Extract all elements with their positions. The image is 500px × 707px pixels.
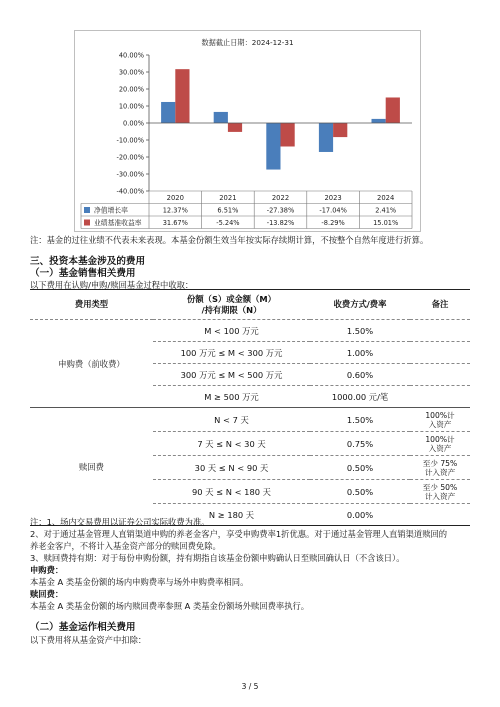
x-category-label: 2024: [377, 194, 395, 202]
fee-table-header-row: [30, 290, 470, 320]
bar-benchmark-2021: [228, 123, 242, 132]
redeem-remark: [410, 408, 470, 432]
operation-fees-intro: 以下费用将从基金资产中扣除：: [30, 635, 147, 645]
y-tick-label: 40.00%: [118, 51, 144, 60]
purchase-fee-label: 申购费（前收费）: [30, 320, 153, 408]
subsection-title-operation-fees: （二）基金运作相关费用: [30, 622, 136, 633]
subsection-title-sales-fees: （一）基金销售相关费用: [30, 268, 136, 279]
bar-nav-growth-2024: [371, 119, 385, 123]
header-rate: 收费方式/费率: [310, 290, 410, 320]
bar-nav-growth-2023: [319, 123, 333, 152]
purchase-fee-heading: 申购费：: [30, 565, 64, 575]
data-label: -5.24%: [216, 219, 240, 227]
header-amount-line2: /持有期限（N）: [201, 304, 262, 315]
bar-nav-growth-2021: [214, 112, 228, 123]
data-label: -17.04%: [319, 206, 347, 215]
redeem-fee-text: 本基金 A 类基金份额的场内赎回费率参照 A 类基金份额场外赎回费率执行。: [30, 601, 310, 611]
performance-chart-frame: [74, 30, 421, 232]
bar-benchmark-2020: [175, 69, 189, 123]
redeem-remark-line2: 入资产: [428, 419, 452, 429]
purchase-rate: 0.60%: [310, 364, 410, 386]
y-tick-label: 30.00%: [118, 68, 144, 77]
redeem-rate: 0.50%: [310, 456, 410, 480]
redeem-remark: [410, 480, 470, 504]
data-label: -13.82%: [266, 219, 295, 227]
legend-label-benchmark: 业绩基准收益率: [94, 219, 142, 227]
fee-note-3: 3、赎回费持有期：对于每份申购份额，持有期指自该基金份额申购确认日至赎回确认日（不含该日）。: [30, 553, 405, 563]
redeem-range: 30 天 ≤ N < 90 天: [153, 456, 310, 480]
fee-note-2-cont: 养老金客户，不将计入基金资产部分的赎回费免除。: [30, 541, 221, 551]
performance-bar-chart: [75, 31, 420, 231]
data-label: -27.38%: [266, 206, 295, 215]
data-label: 15.01%: [373, 219, 399, 227]
data-label: 6.51%: [217, 206, 239, 215]
redeem-remark-line2: 计入资产: [424, 491, 456, 501]
redeem-remark: [410, 456, 470, 480]
y-tick-label: -10.00%: [116, 136, 144, 145]
section-title-fees: 三、投资本基金涉及的费用: [30, 256, 146, 267]
legend-key-benchmark: [84, 220, 90, 226]
legend-label-nav-growth: 净值增长率: [94, 206, 128, 215]
purchase-fee-text: 本基金 A 类基金份额的场内申购费率与场外申购费率相同。: [30, 577, 249, 587]
legend-key-nav-growth: [84, 207, 90, 213]
header-fee-type: 费用类型: [30, 290, 153, 320]
y-tick-label: 0.00%: [123, 119, 144, 128]
sales-fee-table: [30, 289, 470, 526]
bar-nav-growth-2022: [266, 123, 280, 170]
y-tick-label: -30.00%: [116, 170, 144, 179]
redeem-rate: 0.50%: [310, 480, 410, 504]
chart-title: 数据截止日期：2024-12-31: [201, 38, 294, 47]
data-label: 2.41%: [375, 206, 397, 215]
purchase-remark: [410, 364, 470, 386]
redeem-remark-line1: 至少 75%: [422, 458, 458, 468]
purchase-range: M ≥ 500 万元: [153, 386, 310, 408]
purchase-rate: 1.50%: [310, 320, 410, 342]
header-amount: [153, 290, 310, 320]
table-row: [30, 408, 470, 432]
fee-note-2: 2、对于通过基金管理人直销渠道申购的养老金客户，享受申购费率1折优惠。对于通过基金管理人直销渠道赎回的: [30, 529, 448, 539]
redeem-range: 7 天 ≤ N < 30 天: [153, 432, 310, 456]
redeem-remark-line2: 计入资产: [424, 467, 456, 477]
redeem-fee-label: 赎回费: [30, 408, 153, 526]
redeem-remark-line1: 100%计: [425, 434, 455, 444]
redeem-fee-heading: 赎回费：: [30, 589, 64, 599]
redeem-rate: 1.50%: [310, 408, 410, 432]
table-row: [30, 320, 470, 342]
redeem-remark-line2: 入资产: [428, 443, 452, 453]
fee-note-1: 注：1、场内交易费用以证券公司实际收费为准。: [30, 517, 210, 527]
x-category-label: 2021: [219, 194, 237, 202]
data-label: 12.37%: [162, 206, 188, 215]
header-amount-line1: 份额（S）或金额（M）: [187, 293, 276, 304]
redeem-range: N < 7 天: [153, 408, 310, 432]
purchase-range: 300 万元 ≤ M < 500 万元: [153, 364, 310, 386]
y-tick-label: -40.00%: [116, 187, 144, 196]
header-remark: 备注: [410, 290, 470, 320]
y-tick-label: 10.00%: [118, 102, 144, 111]
redeem-rate: 0.75%: [310, 432, 410, 456]
purchase-range: M < 100 万元: [153, 320, 310, 342]
redeem-range: 90 天 ≤ N < 180 天: [153, 480, 310, 504]
purchase-remark: [410, 342, 470, 364]
performance-disclaimer: 注：基金的过往业绩不代表未来表现。本基金份额生效当年按实际存续期计算，不按整个自然年度进行折算。: [30, 235, 429, 245]
bar-benchmark-2023: [333, 123, 347, 137]
purchase-range: 100 万元 ≤ M < 300 万元: [153, 342, 310, 364]
x-category-label: 2022: [271, 194, 290, 202]
x-category-label: 2020: [166, 194, 184, 202]
purchase-remark: [410, 320, 470, 342]
y-tick-label: -20.00%: [116, 153, 144, 162]
redeem-remark: [410, 432, 470, 456]
bar-nav-growth-2020: [161, 102, 175, 123]
sales-fees-intro: 以下费用在认购/申购/赎回基金过程中收取：: [30, 280, 194, 290]
redeem-remark: [410, 504, 470, 526]
data-label: -8.29%: [321, 219, 345, 227]
bar-benchmark-2024: [386, 97, 400, 123]
purchase-rate: 1.00%: [310, 342, 410, 364]
data-label: 31.67%: [162, 219, 188, 227]
page-number: 3 / 5: [241, 682, 259, 691]
x-category-label: 2023: [324, 194, 342, 202]
redeem-remark-line1: 至少 50%: [422, 482, 458, 492]
redeem-remark-line1: 100%计: [425, 410, 455, 420]
bar-benchmark-2022: [281, 123, 295, 146]
y-tick-label: 20.00%: [118, 85, 144, 94]
redeem-rate: 0.00%: [310, 504, 410, 526]
purchase-rate: 1000.00 元/笔: [310, 386, 410, 408]
redeem-range: N ≥ 180 天: [153, 504, 310, 526]
purchase-remark: [410, 386, 470, 408]
